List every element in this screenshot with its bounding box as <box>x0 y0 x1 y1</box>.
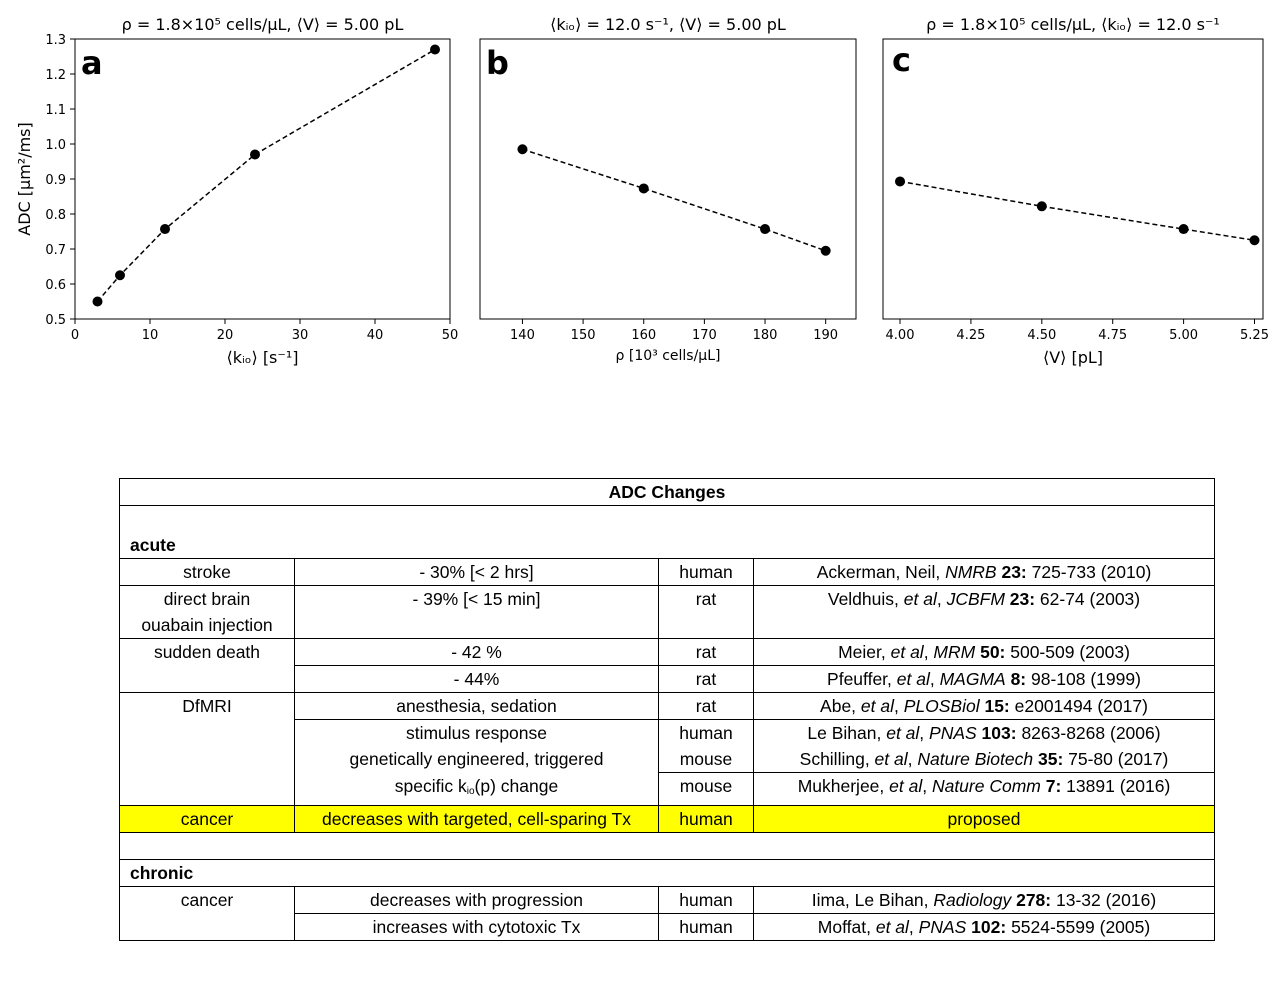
panel-c-ticks <box>886 319 1269 343</box>
reference-cell: Moffat, et al, PNAS 102: 5524-5599 (2005) <box>754 913 1215 940</box>
panel-a-ylabel: ADC [μm²/ms] <box>15 122 34 236</box>
y-tick-label: 1.0 <box>45 138 66 153</box>
species-cell: rat <box>659 639 754 666</box>
reference-cell: Ackerman, Neil, NMRB 23: 725-733 (2010) <box>754 559 1215 586</box>
reference-cell: Iima, Le Bihan, Radiology 278: 13-32 (2016) <box>754 886 1215 913</box>
change-cell: stimulus response genetically engineered, triggered <box>295 720 659 773</box>
section-chronic <box>120 859 1215 886</box>
reference-cell: Meier, et al, MRM 50: 500-509 (2003) <box>754 639 1215 666</box>
change-cell: decreases with progression <box>295 886 659 913</box>
condition-cell <box>120 720 295 773</box>
species-cell: human mouse <box>659 720 754 773</box>
x-tick-label: 20 <box>216 328 234 343</box>
panel-b-ticks <box>510 319 838 343</box>
condition-cell: DfMRI <box>120 693 295 720</box>
panel-a-series <box>93 45 441 307</box>
table-spacer <box>120 832 1215 859</box>
condition-cell <box>120 773 295 806</box>
x-tick-label: 50 <box>441 328 459 343</box>
reference-cell: Pfeuffer, et al, MAGMA 8: 98-108 (1999) <box>754 666 1215 693</box>
x-tick-label: 0 <box>70 328 80 343</box>
reference-cell: Veldhuis, et al, JCBFM 23: 62-74 (2003) <box>754 586 1215 639</box>
reference-cell: Le Bihan, et al, PNAS 103: 8263-8268 (2006) Schilling, et al, Nature Biotech 35: 75-80 (2017) <box>754 720 1215 773</box>
panel-c <box>883 15 1269 367</box>
panel-a-letter: a <box>81 44 103 82</box>
species-cell: rat <box>659 666 754 693</box>
species-cell: human <box>659 559 754 586</box>
change-cell: anesthesia, sedation <box>295 693 659 720</box>
data-point <box>430 45 440 55</box>
table-row <box>120 913 1215 940</box>
x-tick-label: 5.00 <box>1169 328 1199 343</box>
series-line <box>900 181 1255 240</box>
panel-b-frame <box>480 39 856 319</box>
table-title: ADC Changes <box>120 479 1215 506</box>
species-cell: rat <box>659 693 754 720</box>
data-point <box>115 270 125 280</box>
panel-a-xlabel: ⟨kᵢₒ⟩ [s⁻¹] <box>226 348 299 367</box>
section-acute <box>120 506 1215 559</box>
x-tick-label: 5.25 <box>1240 328 1269 343</box>
panel-b-series <box>517 144 830 256</box>
data-point <box>1179 224 1189 234</box>
y-tick-label: 0.7 <box>45 243 66 258</box>
x-tick-label: 150 <box>570 328 596 343</box>
x-tick-label: 30 <box>291 328 309 343</box>
series-line <box>523 149 826 251</box>
adc-changes-table <box>119 478 1215 941</box>
series-line <box>98 50 436 302</box>
panel-a-frame <box>75 39 450 319</box>
panel-c-title: ρ = 1.8×10⁵ cells/μL, ⟨kᵢₒ⟩ = 12.0 s⁻¹ <box>926 15 1220 34</box>
x-tick-label: 4.50 <box>1027 328 1057 343</box>
y-tick-label: 1.2 <box>45 68 66 83</box>
data-point <box>160 224 170 234</box>
panel-b <box>480 15 856 364</box>
species-cell: rat <box>659 586 754 639</box>
species-cell: human <box>659 886 754 913</box>
panel-c-letter: c <box>892 41 911 79</box>
condition-cell: cancer <box>120 886 295 913</box>
data-point <box>517 144 527 154</box>
data-point <box>760 224 770 234</box>
table-row-highlighted <box>120 805 1215 832</box>
reference-cell: Mukherjee, et al, Nature Comm 7: 13891 (2016) <box>754 773 1215 806</box>
data-point <box>1037 201 1047 211</box>
condition-cell <box>120 666 295 693</box>
data-point <box>639 183 649 193</box>
species-cell: human <box>659 805 754 832</box>
table-row <box>120 559 1215 586</box>
table-row <box>120 720 1215 773</box>
x-tick-label: 180 <box>752 328 778 343</box>
condition-cell: stroke <box>120 559 295 586</box>
x-tick-label: 170 <box>691 328 717 343</box>
condition-cell <box>120 913 295 940</box>
data-point <box>93 297 103 307</box>
x-tick-label: 10 <box>141 328 159 343</box>
change-cell: decreases with targeted, cell-sparing Tx <box>295 805 659 832</box>
panel-b-xlabel: ρ [10³ cells/μL] <box>615 348 721 364</box>
panel-b-letter: b <box>486 44 509 82</box>
change-cell: - 39% [< 15 min] <box>295 586 659 639</box>
x-tick-label: 4.00 <box>885 328 915 343</box>
panel-a-ticks <box>45 33 458 343</box>
x-tick-label: 40 <box>366 328 384 343</box>
table-row <box>120 693 1215 720</box>
x-tick-label: 4.75 <box>1098 328 1128 343</box>
y-tick-label: 0.9 <box>45 173 66 188</box>
section-acute-label: acute <box>130 535 176 555</box>
y-tick-label: 0.5 <box>45 313 66 328</box>
charts-figure <box>0 0 1281 440</box>
reference-cell: Abe, et al, PLOSBiol 15: e2001494 (2017) <box>754 693 1215 720</box>
y-tick-label: 1.3 <box>45 33 66 48</box>
table-row <box>120 586 1215 639</box>
panel-a <box>15 15 458 367</box>
x-tick-label: 160 <box>631 328 657 343</box>
change-cell: - 44% <box>295 666 659 693</box>
species-cell: mouse <box>659 773 754 806</box>
change-cell: - 30% [< 2 hrs] <box>295 559 659 586</box>
table-row <box>120 666 1215 693</box>
data-point <box>1249 235 1259 245</box>
x-tick-label: 140 <box>510 328 535 343</box>
change-cell: specific $k_{io}(p)$ change <box>295 773 659 806</box>
section-chronic-label: chronic <box>130 862 194 883</box>
species-cell: human <box>659 913 754 940</box>
change-cell: - 42 % <box>295 639 659 666</box>
change-cell: increases with cytotoxic Tx <box>295 913 659 940</box>
x-tick-label: 190 <box>813 328 839 343</box>
y-tick-label: 0.8 <box>45 208 66 223</box>
table-row <box>120 886 1215 913</box>
y-tick-label: 0.6 <box>45 278 66 293</box>
x-tick-label: 4.25 <box>956 328 986 343</box>
y-tick-label: 1.1 <box>45 103 66 118</box>
panel-c-series <box>895 176 1259 245</box>
panel-a-title: ρ = 1.8×10⁵ cells/μL, ⟨V⟩ = 5.00 pL <box>121 15 404 34</box>
panel-c-xlabel: ⟨V⟩ [pL] <box>1042 348 1104 367</box>
panel-b-title: ⟨kᵢₒ⟩ = 12.0 s⁻¹, ⟨V⟩ = 5.00 pL <box>550 15 786 34</box>
condition-cell: sudden death <box>120 639 295 666</box>
condition-cell: cancer <box>120 805 295 832</box>
data-point <box>821 246 831 256</box>
table-row <box>120 773 1215 806</box>
data-point <box>250 150 260 160</box>
table-row <box>120 639 1215 666</box>
reference-cell: proposed <box>754 805 1215 832</box>
data-point <box>895 176 905 186</box>
condition-cell: direct brain ouabain injection <box>120 586 295 639</box>
panel-c-frame <box>883 39 1263 319</box>
